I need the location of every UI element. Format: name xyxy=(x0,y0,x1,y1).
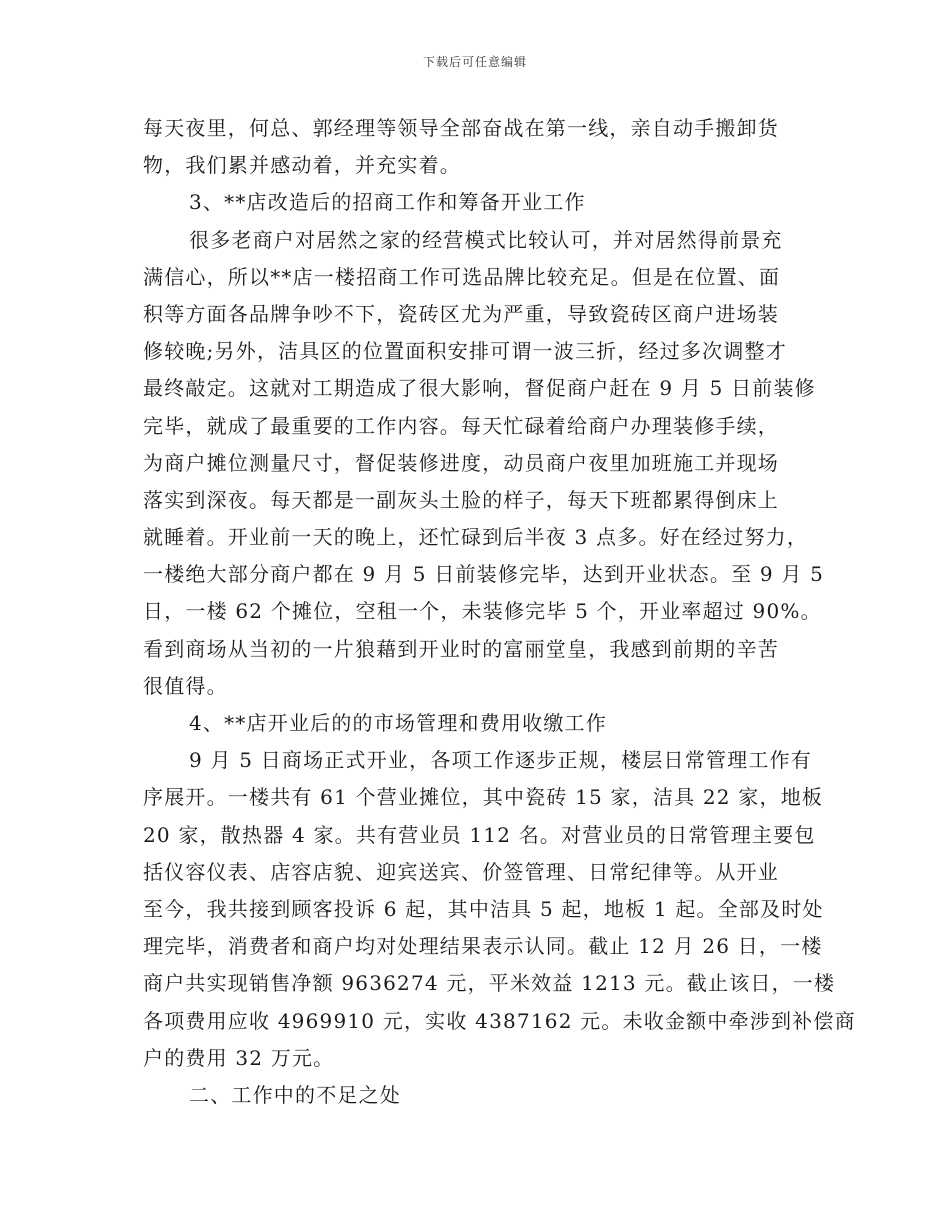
body-text-line: 为商户摊位测量尺寸，督促装修进度，动员商户夜里加班施工并现场 xyxy=(143,450,779,475)
body-text-line: 各项费用应收 4969910 元，实收 4387162 元。未收金额中牵涉到补偿商 xyxy=(143,1008,856,1033)
body-text-line: 理完毕，消费者和商户均对处理结果表示认同。截止 12 月 26 日，一楼 xyxy=(143,934,823,959)
body-text-line: 9 月 5 日商场正式开业，各项工作逐步正规，楼层日常管理工作有 xyxy=(189,748,812,773)
body-text-line: 物，我们累并感动着，并充实着。 xyxy=(143,153,461,178)
body-text-line: 二、工作中的不足之处 xyxy=(189,1082,401,1107)
document-body xyxy=(143,110,856,1114)
body-text-line: 积等方面各品牌争吵不下，瓷砖区尤为严重，导致瓷砖区商户进场装 xyxy=(143,301,779,326)
body-text-line: 20 家，散热器 4 家。共有营业员 112 名。对营业员的日常管理主要包 xyxy=(143,822,816,847)
body-text-line: 最终敲定。这就对工期造成了很大影响，督促商户赶在 9 月 5 日前装修 xyxy=(143,376,816,401)
body-text-line: 户的费用 32 万元。 xyxy=(143,1045,335,1070)
body-text-line: 很值得。 xyxy=(143,673,228,698)
body-text-line: 落实到深夜。每天都是一副灰头土脸的样子，每天下班都累得倒床上 xyxy=(143,487,779,512)
body-text-line: 很多老商户对居然之家的经营模式比较认可，并对居然得前景充 xyxy=(189,227,783,252)
body-text-line: 满信心，所以**店一楼招商工作可选品牌比较充足。但是在位置、面 xyxy=(143,264,781,289)
download-note: 下载后可任意编辑 xyxy=(422,55,527,69)
body-text-line: 括仪容仪表、店容店貌、迎宾送宾、价签管理、日常纪律等。从开业 xyxy=(143,859,779,884)
body-text-line: 每天夜里，何总、郭经理等领导全部奋战在第一线，亲自动手搬卸货 xyxy=(143,116,779,140)
body-text-line: 4、**店开业后的的市场管理和费用收缴工作 xyxy=(189,711,607,735)
body-text-line: 至今，我共接到顾客投诉 6 起，其中洁具 5 起，地板 1 起。全部及时处 xyxy=(143,896,824,921)
body-text-line: 看到商场从当初的一片狼藉到开业时的富丽堂皇，我感到前期的辛苦 xyxy=(143,636,779,661)
body-text-line: 修较晚;另外，洁具区的位置面积安排可谓一波三折，经过多次调整才 xyxy=(143,339,787,364)
body-text-line: 3、**店改造后的招商工作和筹备开业工作 xyxy=(189,190,586,215)
body-text-line: 就睡着。开业前一天的晚上，还忙碌到后半夜 3 点多。好在经过努力， xyxy=(143,525,809,550)
body-text-line: 日，一楼 62 个摊位，空租一个，未装修完毕 5 个，开业率超过 90%。 xyxy=(143,599,822,624)
body-text-line: 商户共实现销售净额 9636274 元，平米效益 1213 元。截止该日，一楼 xyxy=(143,971,836,996)
body-text-line: 完毕，就成了最重要的工作内容。每天忙碌着给商户办理装修手续， xyxy=(143,413,779,438)
body-text-line: 序展开。一楼共有 61 个营业摊位，其中瓷砖 15 家，洁具 22 家，地板 xyxy=(143,785,824,810)
body-text-line: 一楼绝大部分商户都在 9 月 5 日前装修完毕，达到开业状态。至 9 月 5 xyxy=(143,562,824,587)
